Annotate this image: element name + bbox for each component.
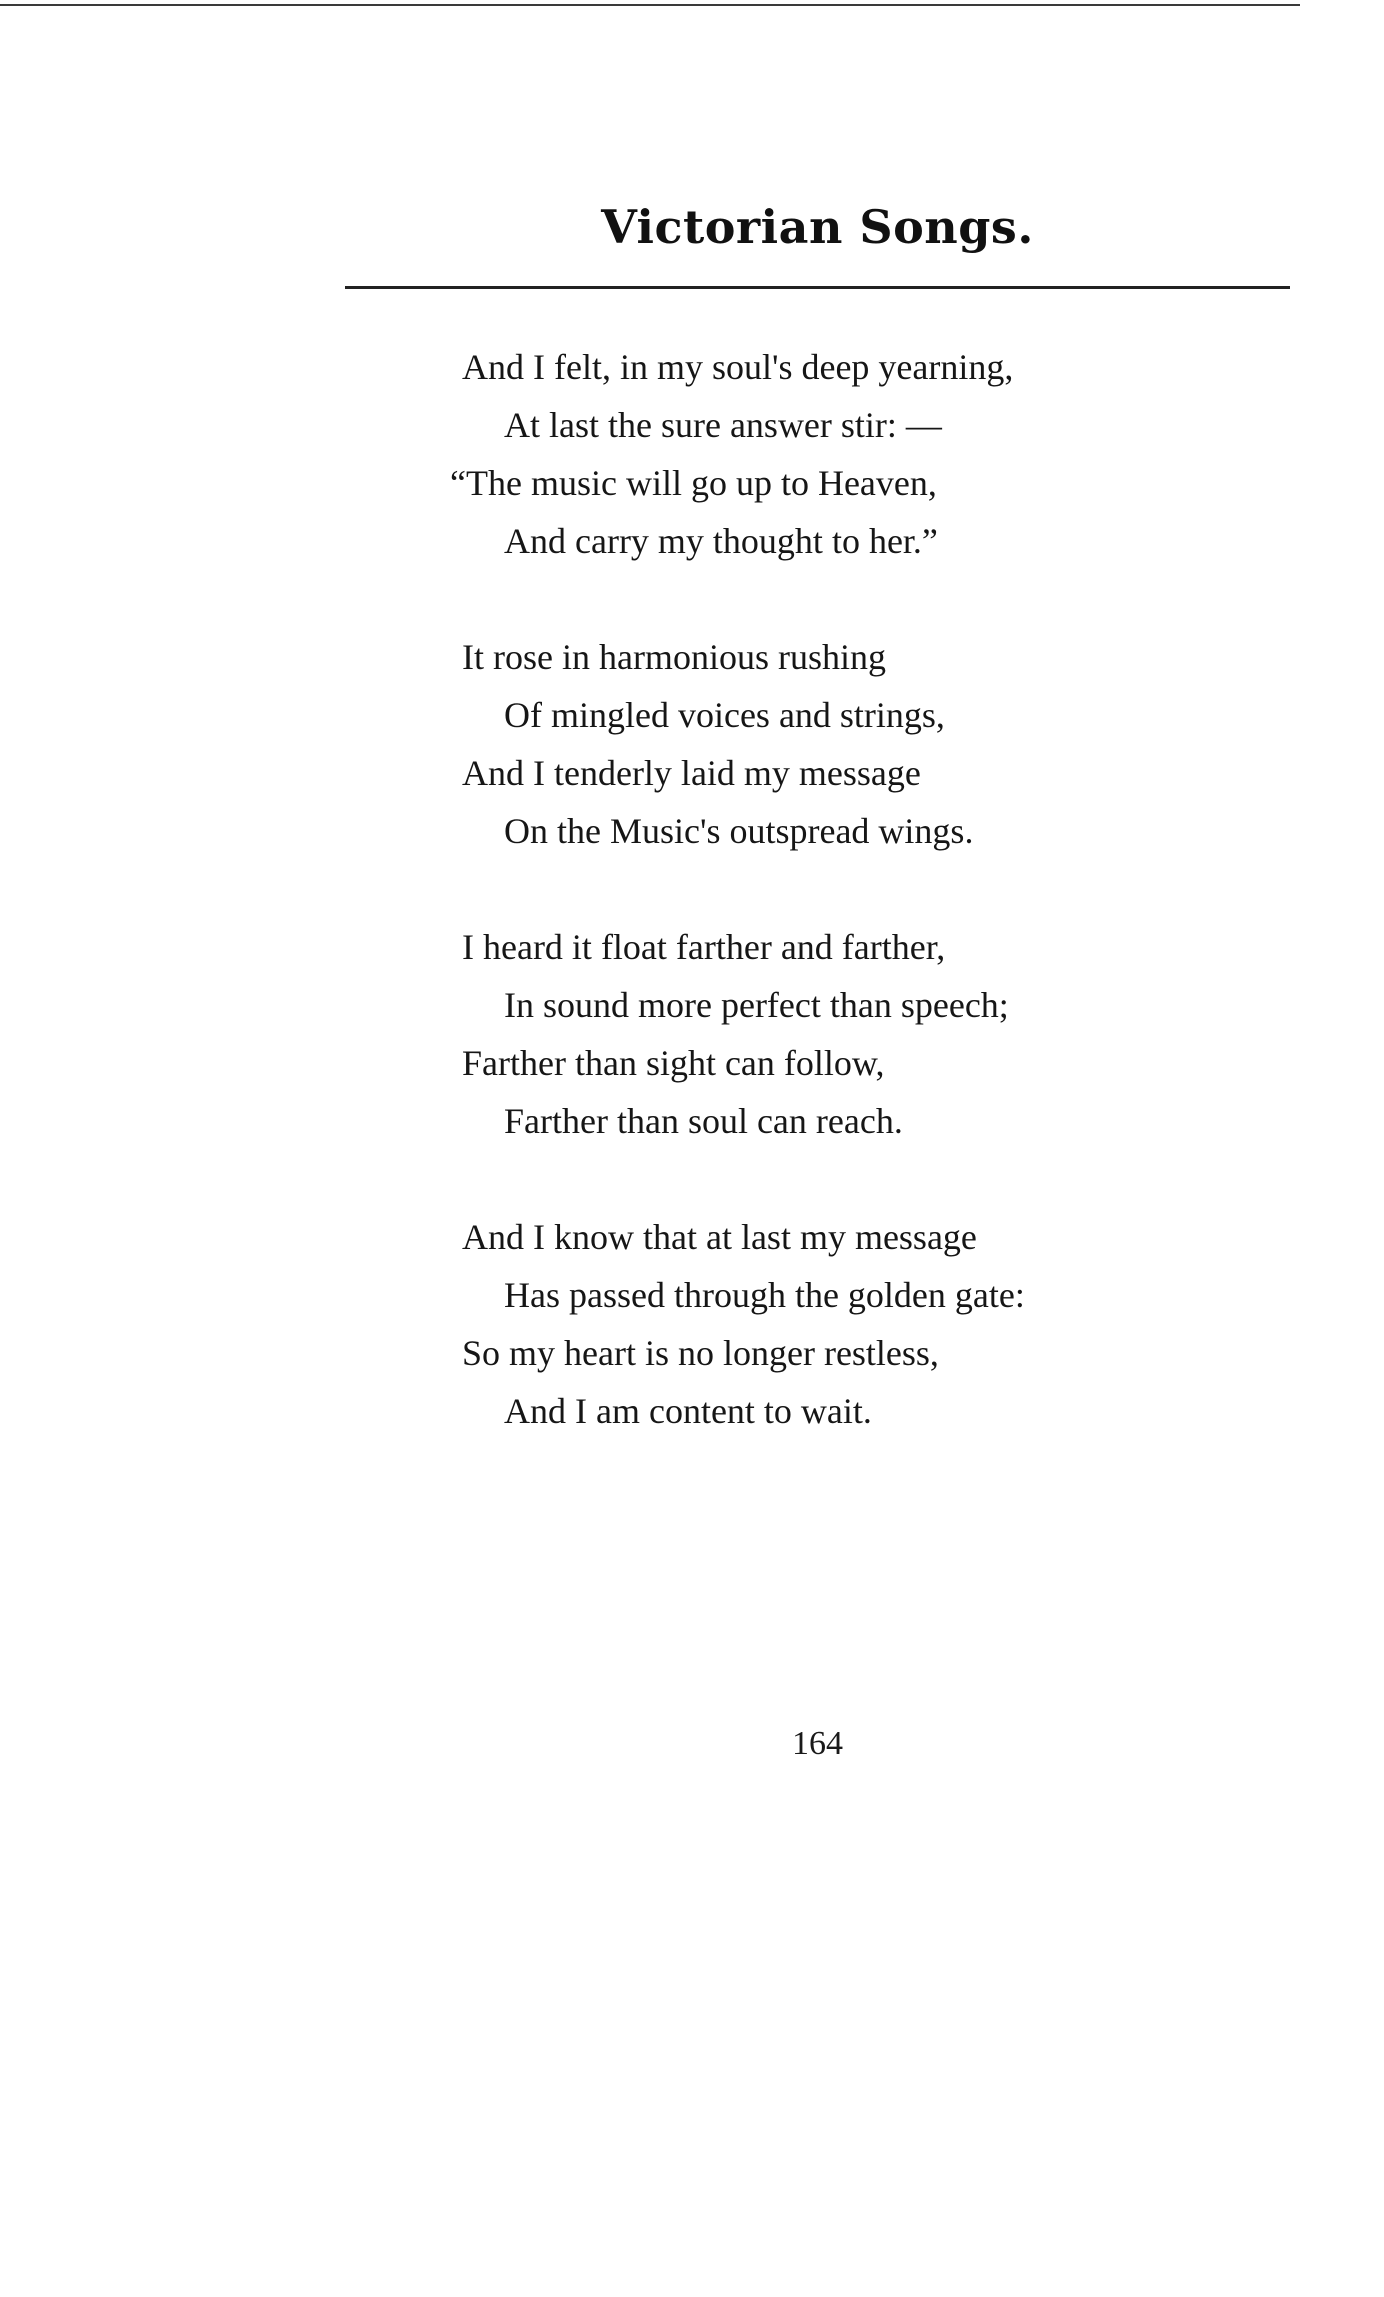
- poem-line: Of mingled voices and strings,: [504, 695, 945, 735]
- stanza-1: [450, 338, 1322, 570]
- poem-line: And I know that at last my message: [462, 1217, 977, 1257]
- header-rule: [345, 286, 1290, 289]
- stanza-4: [462, 1208, 1322, 1440]
- poem-line: So my heart is no longer restless,: [462, 1333, 939, 1373]
- poem-line: Farther than sight can follow,: [462, 1043, 885, 1083]
- poem-line: At last the sure answer stir: —: [504, 405, 942, 445]
- stanza-3: [462, 918, 1322, 1150]
- poem-line: “The music will go up to Heaven,: [450, 463, 937, 503]
- poem-line: And I am content to wait.: [504, 1391, 872, 1431]
- page-number: 164: [792, 1725, 843, 1762]
- poem-line: And carry my thought to her.”: [504, 521, 938, 561]
- poem-line: On the Music's outspread wings.: [504, 811, 974, 851]
- poem-line: Has passed through the golden gate:: [504, 1275, 1025, 1315]
- poem-line: Farther than soul can reach.: [504, 1101, 903, 1141]
- poem-line: And I tenderly laid my message: [462, 753, 921, 793]
- scan-edge-rule: [0, 4, 1300, 6]
- running-head: Victorian Songs.: [601, 200, 1034, 254]
- poem-line: It rose in harmonious rushing: [462, 637, 886, 677]
- poem-line: And I felt, in my soul's deep yearning,: [462, 347, 1014, 387]
- stanza-2: [462, 628, 1322, 860]
- poem: [450, 338, 1322, 1498]
- poem-line: In sound more perfect than speech;: [504, 985, 1009, 1025]
- poem-line: I heard it float farther and farther,: [462, 927, 946, 967]
